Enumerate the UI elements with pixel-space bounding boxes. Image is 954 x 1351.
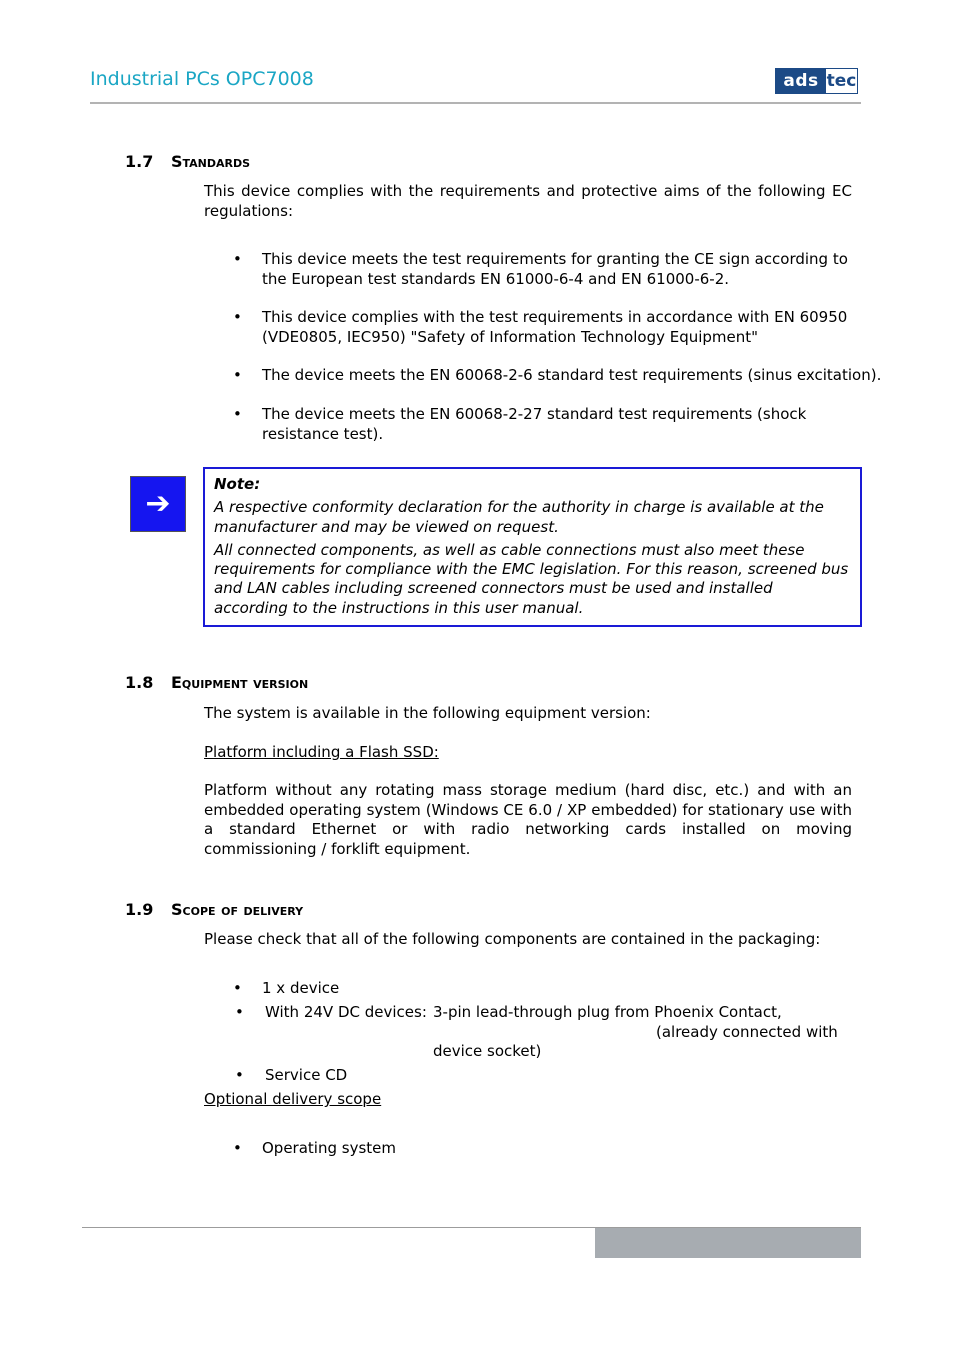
section-title-delivery: Scope of delivery: [171, 900, 304, 919]
delivery-item-detail: (already connected with: [656, 1023, 838, 1041]
bullet-icon: •: [233, 405, 242, 423]
logo-text-left: ads: [776, 69, 826, 93]
delivery-intro: Please check that all of the following components are contained in the packaging:: [204, 930, 821, 948]
bullet-icon: •: [233, 979, 242, 997]
bullet-icon: •: [233, 308, 242, 326]
logo-text-right: tec: [826, 71, 857, 91]
standards-item: This device complies with the test requirements in accordance with EN 60950 (VDE0805, IEC950) "Safety of Information Technology Equipment": [262, 308, 848, 346]
section-number-delivery: 1.9: [125, 900, 154, 919]
standards-item: This device meets the test requirements for granting the CE sign according to the European test standards EN 61000-6-4 and EN 61000-6-2.: [262, 250, 848, 288]
bullet-icon: •: [233, 366, 242, 384]
bullet-icon: •: [233, 250, 242, 268]
section-title-standards: Standards: [171, 152, 251, 171]
delivery-item-label: With 24V DC devices:: [265, 1003, 427, 1021]
section-number-equipment: 1.8: [125, 673, 154, 692]
note-paragraph: A respective conformity declaration for the authority in charge is available at the manufacturer and may be viewed on request.: [214, 498, 824, 536]
note-box: [203, 467, 862, 627]
equipment-body: Platform without any rotating mass storage medium (hard disc, etc.) and with an embedded operating system (Windows CE 6.0 / XP embedded) for stationary use with a standard Ethernet or with radio networking cards installed on moving commissioning / forklift equipment.: [204, 781, 852, 858]
footer-bar: [595, 1228, 861, 1258]
bullet-icon: •: [233, 1139, 242, 1157]
document-title: Industrial PCs OPC7008: [90, 68, 314, 90]
standards-item: The device meets the EN 60068-2-6 standard test requirements (sinus excitation).: [262, 366, 882, 384]
equipment-intro: The system is available in the following equipment version:: [204, 704, 651, 722]
arrow-right-icon: ➔: [130, 476, 186, 532]
standards-intro: This device complies with the requirements and protective aims of the following EC regulations:: [204, 182, 852, 220]
optional-delivery-heading: Optional delivery scope: [204, 1090, 382, 1108]
equipment-subheading: Platform including a Flash SSD:: [204, 743, 439, 761]
bullet-icon: •: [235, 1066, 244, 1084]
section-title-equipment: Equipment version: [171, 673, 309, 692]
optional-delivery-item: Operating system: [262, 1139, 396, 1157]
header-divider: [90, 102, 861, 104]
delivery-item-detail: 3-pin lead-through plug from Phoenix Contact,: [433, 1003, 782, 1021]
note-paragraph: All connected components, as well as cable connections must also meet these requirements for compliance with the EMC legislation. For this reason, screened bus and LAN cables including screened connectors must be used and installed according to the instructions in this user manual.: [214, 540, 849, 617]
note-title: Note:: [214, 475, 261, 493]
standards-item: The device meets the EN 60068-2-27 standard test requirements (shock resistance test).: [262, 405, 807, 443]
company-logo: [775, 68, 858, 94]
delivery-item: Service CD: [265, 1066, 348, 1084]
delivery-item: 1 x device: [262, 979, 340, 997]
bullet-icon: •: [235, 1003, 244, 1021]
delivery-item-detail: device socket): [433, 1042, 542, 1060]
section-number-standards: 1.7: [125, 152, 154, 171]
